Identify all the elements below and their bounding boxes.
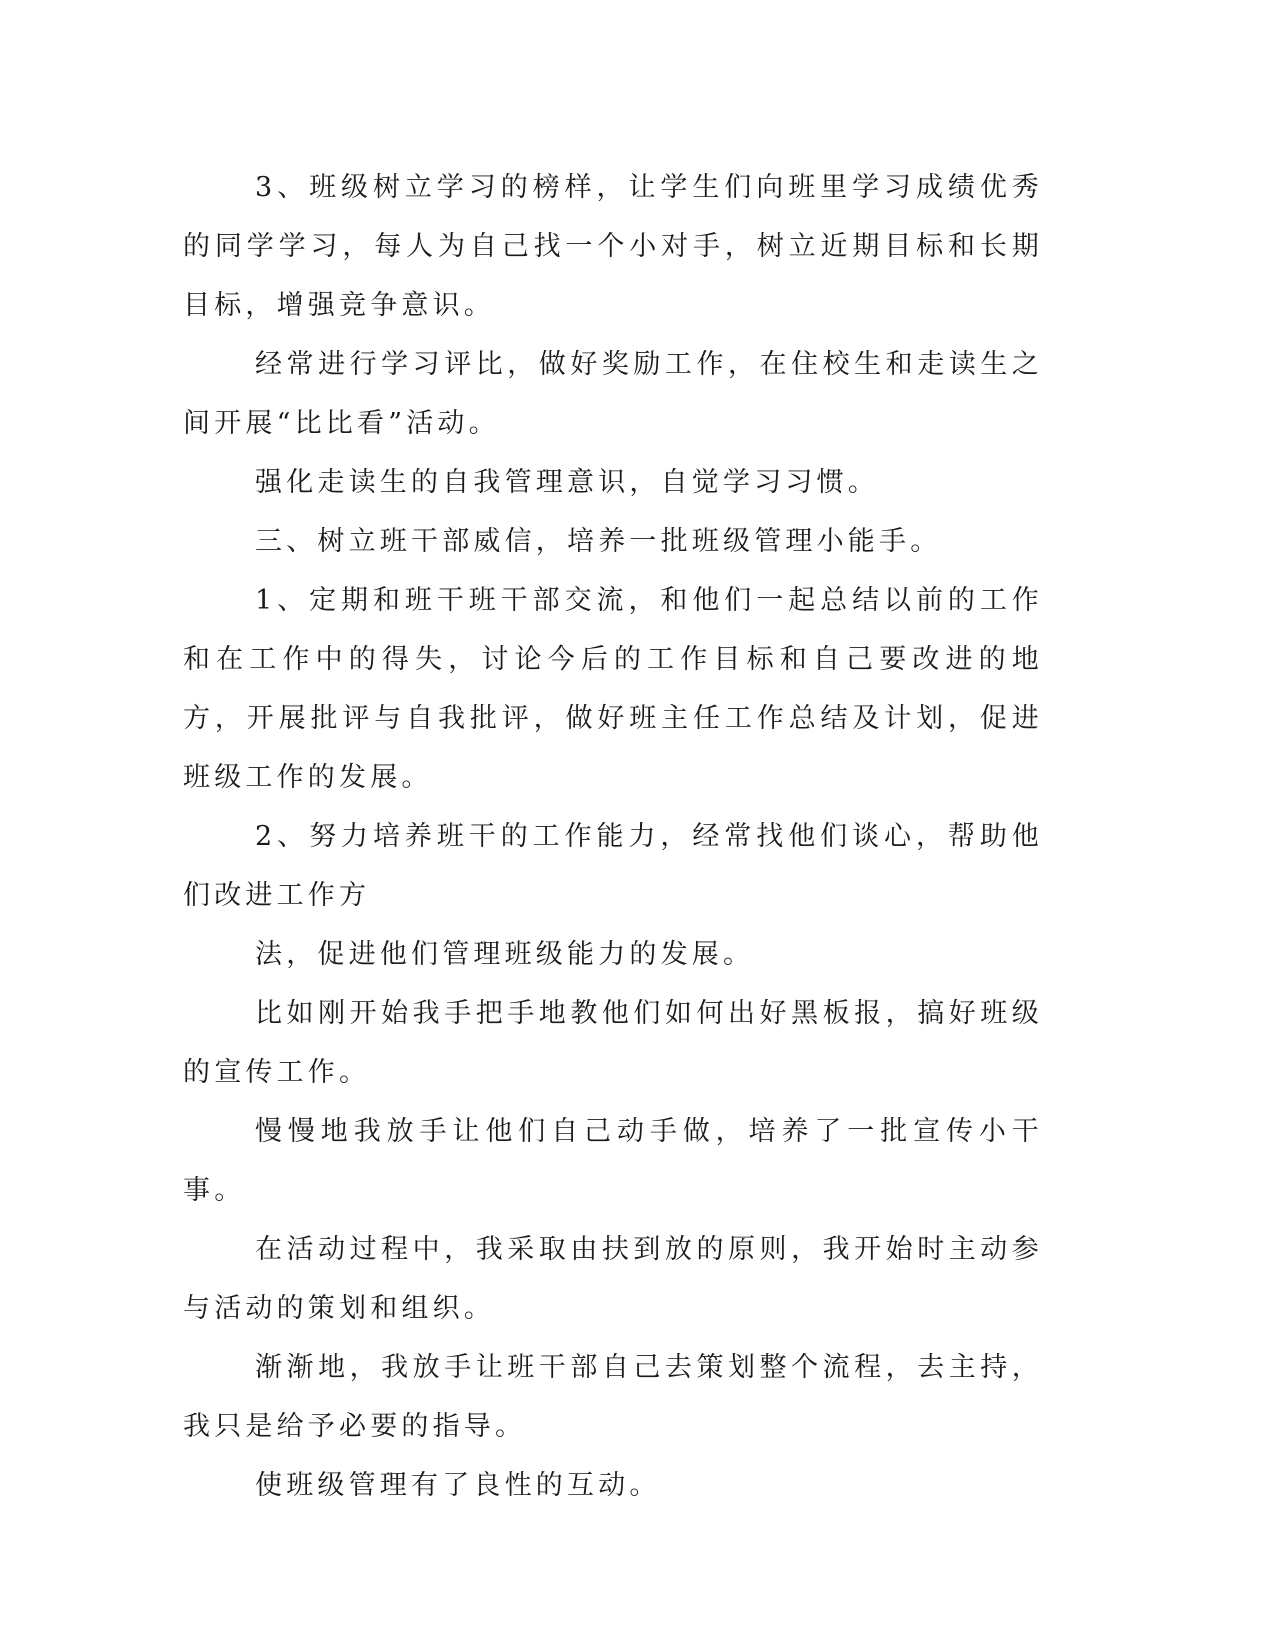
paragraph-11: 渐渐地，我放手让班干部自己去策划整个流程，去主持，我只是给予必要的指导。 [183,1352,1043,1442]
paragraph-2: 经常进行学习评比，做好奖励工作，在住校生和走读生之间开展“比比看”活动。 [183,349,1043,439]
paragraph-8: 比如刚开始我手把手地教他们如何出好黑板报，搞好班级的宣传工作。 [183,998,1043,1088]
paragraph-4: 三、树立班干部威信，培养一批班级管理小能手。 [255,526,942,557]
paragraph-7: 法，促进他们管理班级能力的发展。 [255,939,755,970]
paragraph-10: 在活动过程中，我采取由扶到放的原则，我开始时主动参与活动的策划和组织。 [183,1234,1043,1324]
paragraph-5: 1、定期和班干班干部交流，和他们一起总结以前的工作和在工作中的得失，讨论今后的工作目标和自己要改进的地方，开展批评与自我批评，做好班主任工作总结及计划，促进班级工作的发展。 [183,585,1043,793]
paragraph-9: 慢慢地我放手让他们自己动手做，培养了一批宣传小干事。 [183,1116,1043,1206]
paragraph-12: 使班级管理有了良性的互动。 [255,1470,661,1501]
paragraph-1: 3、班级树立学习的榜样，让学生们向班里学习成绩优秀的同学学习，每人为自己找一个小对手，树立近期目标和长期目标，增强竞争意识。 [183,172,1043,321]
paragraph-3: 强化走读生的自我管理意识，自觉学习习惯。 [255,467,879,498]
document-body [183,158,1043,1515]
paragraph-6: 2、努力培养班干的工作能力，经常找他们谈心，帮助他们改进工作方 [183,821,1043,911]
